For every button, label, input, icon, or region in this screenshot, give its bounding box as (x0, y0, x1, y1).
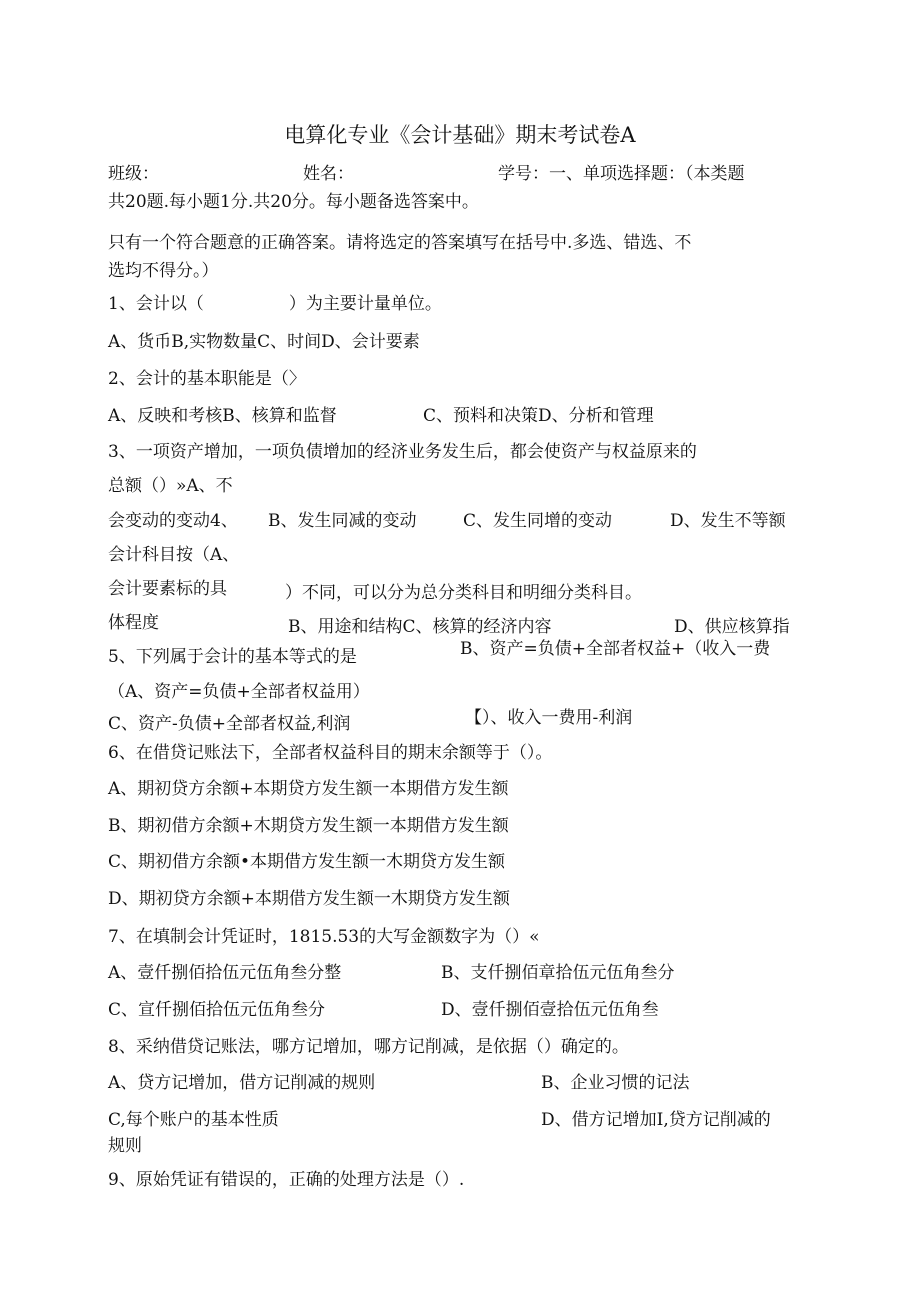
exam-title: 电算化专业《会计基础》期末考试卷A (284, 123, 636, 147)
question-6-option-d: D、期初贷方余额+本期借方发生额一木期贷方发生额 (108, 889, 510, 909)
question-5-option-b: B、资产=负债+全部者权益+（收入一费 (460, 639, 771, 659)
question-2-option-cd: C、预料和决策D、分析和管理 (423, 406, 654, 426)
question-4-cont: 会计要素标的具 (108, 579, 227, 599)
student-id-label: 学号：一、单项选择题：（本类题 (498, 164, 745, 184)
question-3-cont: 总额（）»A、不 (108, 476, 233, 496)
question-4: 会计科目按（A、 (108, 545, 240, 565)
question-4-option-bc: B、用途和结构C、核算的经济内容 (288, 617, 552, 637)
question-3-option-a: 会变动的变动4、 (108, 511, 238, 531)
question-5: 5、下列属于会计的基本等式的是 (108, 647, 357, 667)
question-7: 7、在填制会计凭证时，1815.53的大写金额数字为（）« (108, 927, 540, 947)
instructions-line: 共20题.每小题1分.共20分。每小题备选答案中。 (108, 192, 479, 212)
question-7-option-d: D、壹仟捌佰壹拾伍元伍角叁 (441, 1000, 659, 1020)
question-4-cont: 体程度 (108, 613, 159, 633)
question-5-option-c: C、资产-负债+全部者权益,利润 (108, 714, 351, 734)
question-8-option-b: B、企业习惯的记法 (541, 1073, 690, 1093)
name-label: 姓名： (303, 164, 354, 184)
question-5-option-d: 【）、收入一费用-利润 (465, 708, 633, 728)
question-7-option-a: A、壹仟捌佰拾伍元伍角叁分整 (108, 963, 342, 983)
instructions-line: 只有一个符合题意的正确答案。请将选定的答案填写在括号中.多选、错选、不 (108, 233, 692, 253)
question-4-option-d: D、供应核算指 (674, 617, 790, 637)
question-4-cont: ）不同，可以分为总分类科目和明细分类科目。 (285, 583, 642, 603)
question-8-option-a: A、贷方记增加，借方记削减的规则 (108, 1073, 376, 1093)
question-6-option-b: B、期初借方余额+木期贷方发生额一本期借方发生额 (108, 816, 509, 836)
question-7-option-b: B、支仟捌佰章拾伍元伍角叁分 (441, 963, 675, 983)
question-8: 8、采纳借贷记账法，哪方记增加，哪方记削减，是依据（）确定的。 (108, 1037, 629, 1057)
question-8-option-d: D、借方记增加I,贷方记削减的 (541, 1110, 771, 1130)
question-2-option-ab: A、反映和考核B、核算和监督 (108, 406, 337, 426)
question-2: 2、会计的基本职能是（〉 (108, 369, 306, 389)
question-5-option-a: （A、资产=负债+全部者权益用） (108, 682, 370, 702)
question-6-option-c: C、期初借方余额•本期借方发生额一木期贷方发生额 (108, 852, 506, 872)
class-label: 班级： (108, 164, 159, 184)
question-3-option-b: B、发生同减的变动 (268, 511, 417, 531)
question-3-option-c: C、发生同增的变动 (463, 511, 613, 531)
question-9: 9、原始凭证有错误的，正确的处理方法是（）. (108, 1170, 465, 1190)
question-8-option-c: C,每个账户的基本性质 (108, 1110, 279, 1130)
question-1-options: A、货币B,实物数量C、时间D、会计要素 (108, 332, 420, 352)
question-3-option-d: D、发生不等额 (670, 511, 786, 531)
question-7-option-c: C、宣仟捌佰拾伍元伍角叁分 (108, 1000, 326, 1020)
question-6: 6、在借贷记账法下，全部者权益科目的期末余额等于（）。 (108, 743, 553, 763)
question-6-option-a: A、期初贷方余额+本期贷方发生额一本期借方发生额 (108, 779, 509, 799)
instructions-line: 选均不得分。） (108, 261, 219, 281)
question-3: 3、一项资产增加，一项负债增加的经济业务发生后，都会使资产与权益原来的 (108, 442, 697, 462)
question-8-option-d-cont: 规则 (108, 1136, 142, 1156)
question-1: 1、会计以（ ）为主要计量单位。 (108, 294, 442, 314)
